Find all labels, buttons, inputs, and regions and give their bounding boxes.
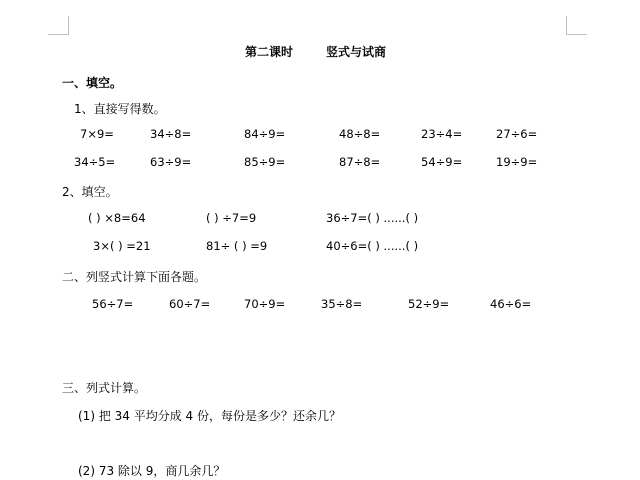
calc-item: 63÷9= [150, 155, 192, 169]
title-lesson: 第二课时 [245, 45, 294, 59]
calc-item: 87÷8= [339, 155, 381, 169]
word-problem-1: (1) 把 34 平均分成 4 份，每份是多少？还余几？ [78, 409, 341, 423]
calc-item: 34÷8= [150, 127, 192, 141]
calc-item: 54÷9= [421, 155, 463, 169]
sub1-heading: 1、直接写得数。 [74, 102, 166, 116]
calc-item: 84÷9= [244, 127, 286, 141]
calc-item: 7×9= [80, 127, 114, 141]
vertical-calc-item: 56÷7= [92, 297, 134, 311]
calc-item: 34÷5= [74, 155, 116, 169]
calc-item: 48÷8= [339, 127, 381, 141]
calc-item: 23÷4= [421, 127, 463, 141]
sub2-heading: 2、填空。 [62, 185, 118, 199]
word-problem-2: (2) 73 除以 9，商几余几？ [78, 464, 226, 478]
section1-heading: 一、填空。 [62, 76, 123, 90]
fill-blank-item: 81÷ ( ) =9 [206, 239, 268, 253]
title-topic: 竖式与试商 [326, 45, 387, 59]
margin-corner-top-left [48, 16, 69, 35]
margin-corner-top-right [566, 16, 587, 35]
vertical-calc-item: 35÷8= [321, 297, 363, 311]
vertical-calc-item: 46÷6= [490, 297, 532, 311]
calc-item: 85÷9= [244, 155, 286, 169]
fill-blank-item: 36÷7=( ) ......( ) [326, 211, 419, 225]
vertical-calc-item: 70÷9= [244, 297, 286, 311]
fill-blank-item: 40÷6=( ) ......( ) [326, 239, 419, 253]
fill-blank-item: 3×( ) =21 [93, 239, 151, 253]
calc-item: 27÷6= [496, 127, 538, 141]
fill-blank-item: ( ) ÷7=9 [206, 211, 257, 225]
vertical-calc-item: 60÷7= [169, 297, 211, 311]
fill-blank-item: ( ) ×8=64 [88, 211, 146, 225]
calc-item: 19÷9= [496, 155, 538, 169]
section3-heading: 三、列式计算。 [62, 381, 147, 395]
section2-heading: 二、列竖式计算下面各题。 [62, 270, 207, 284]
vertical-calc-item: 52÷9= [408, 297, 450, 311]
